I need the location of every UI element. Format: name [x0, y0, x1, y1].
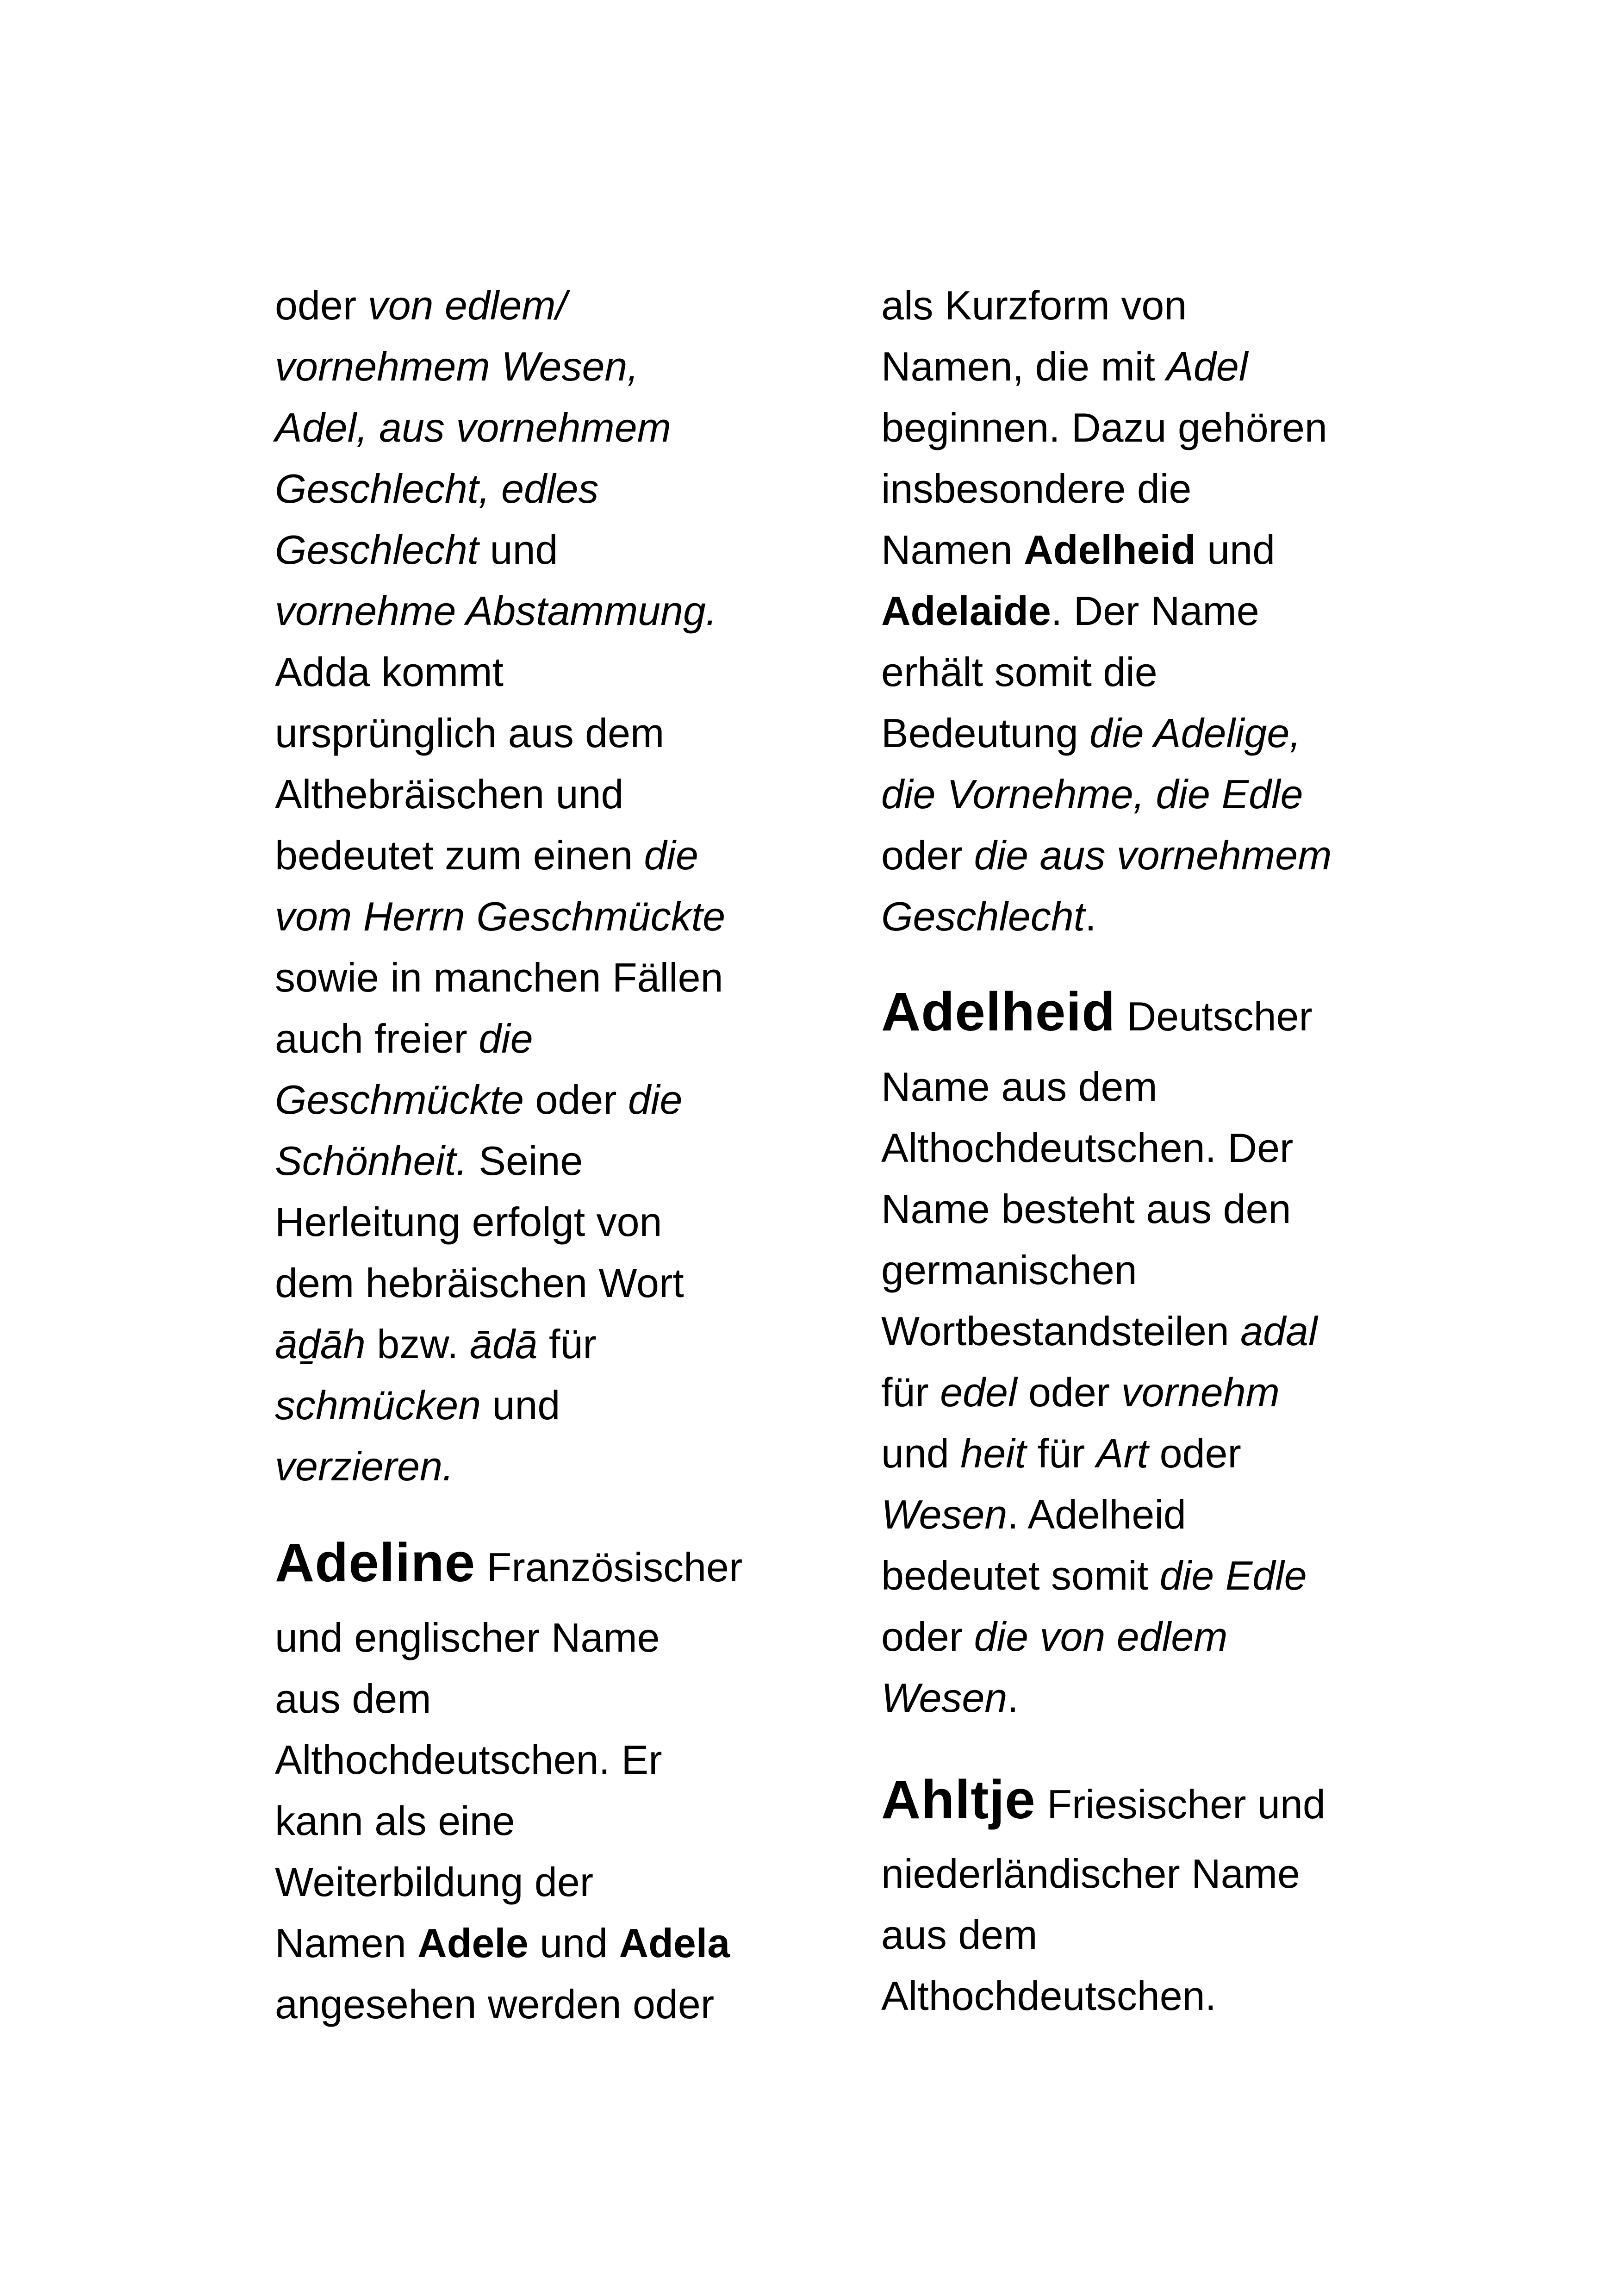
text-line: Adda kommt — [275, 649, 504, 695]
text-line: Geschmückte oder die — [275, 1077, 683, 1123]
text-line: Geschlecht und — [275, 527, 558, 573]
text-line: niederländischer Name — [881, 1851, 1300, 1897]
text-line: dem hebräischen Wort — [275, 1260, 684, 1306]
entry-ahltje-heading: Ahltje Friesischer und — [881, 1769, 1326, 1830]
text-line: Herleitung erfolgt von — [275, 1199, 662, 1245]
text-line: Wortbestandsteilen adal — [881, 1308, 1318, 1354]
text-line: Althochdeutschen. Er — [275, 1737, 662, 1783]
headword-ahltje: Ahltje — [881, 1769, 1036, 1830]
text-line: verzieren. — [275, 1443, 454, 1489]
text-line: oder die aus vornehmem — [881, 832, 1332, 878]
text-line: Wesen. — [881, 1675, 1019, 1721]
text-line: Geschlecht, edles — [275, 466, 599, 512]
text-line: die Vornehme, die Edle — [881, 771, 1303, 817]
text-line: oder die von edlem — [881, 1614, 1228, 1660]
text-line: vornehmem Wesen, — [275, 343, 639, 389]
text-line: Namen, die mit Adel — [881, 343, 1248, 389]
entry-adelheid-heading: Adelheid Deutscher — [881, 981, 1313, 1042]
text-line: Althochdeutschen. — [881, 1973, 1217, 2019]
text-line: und heit für Art oder — [881, 1430, 1241, 1476]
text-line: bedeutet somit die Edle — [881, 1553, 1307, 1598]
text-line: Adelaide. Der Name — [881, 588, 1259, 634]
text-line: Althebräischen und — [275, 771, 624, 817]
text-line: oder von edlem/ — [275, 282, 567, 328]
text-line: germanischen — [881, 1247, 1137, 1293]
entry-adeline-heading: Adeline Französischer — [275, 1532, 743, 1593]
text-line: Namen Adelheid und — [881, 527, 1276, 573]
text-line: Geschlecht. — [881, 893, 1096, 939]
text-line: Wesen. Adelheid — [881, 1491, 1186, 1537]
text-line: aus dem — [881, 1912, 1038, 1958]
text-line: Namen Adele und Adela — [275, 1920, 730, 1966]
text-line: vom Herrn Geschmückte — [275, 893, 726, 939]
text-line: erhält somit die — [881, 649, 1157, 695]
text-line: und englischer Name — [275, 1615, 660, 1660]
text-line: aus dem — [275, 1676, 431, 1722]
text-line: auch freier die — [275, 1016, 533, 1061]
text-line: als Kurzform von — [881, 282, 1187, 328]
text-line: Schönheit. Seine — [275, 1138, 583, 1184]
headword-adeline: Adeline — [275, 1532, 476, 1593]
text-line: Althochdeutschen. Der — [881, 1125, 1294, 1171]
text-line: Name aus dem — [881, 1064, 1157, 1110]
text-line: für edel oder vornehm — [881, 1369, 1280, 1415]
text-line: ursprünglich aus dem — [275, 710, 665, 756]
text-line: vornehme Abstammung. — [275, 588, 717, 634]
text-line: āḏāh bzw. ādā für — [275, 1321, 597, 1367]
text-line: bedeutet zum einen die — [275, 832, 698, 878]
text-line: angesehen werden oder — [275, 1981, 715, 2027]
text-line: Name besteht aus den — [881, 1186, 1291, 1232]
text-line: kann als eine — [275, 1798, 515, 1844]
text-line: Bedeutung die Adelige, — [881, 710, 1301, 756]
text-line: Adel, aus vornehmem — [275, 405, 671, 450]
text-line: insbesondere die — [881, 466, 1192, 512]
text-line: beginnen. Dazu gehören — [881, 405, 1327, 450]
text-line: sowie in manchen Fällen — [275, 955, 723, 1000]
text-line: Weiterbildung der — [275, 1859, 594, 1905]
headword-adelheid: Adelheid — [881, 981, 1116, 1042]
text-line: schmücken und — [275, 1382, 560, 1428]
